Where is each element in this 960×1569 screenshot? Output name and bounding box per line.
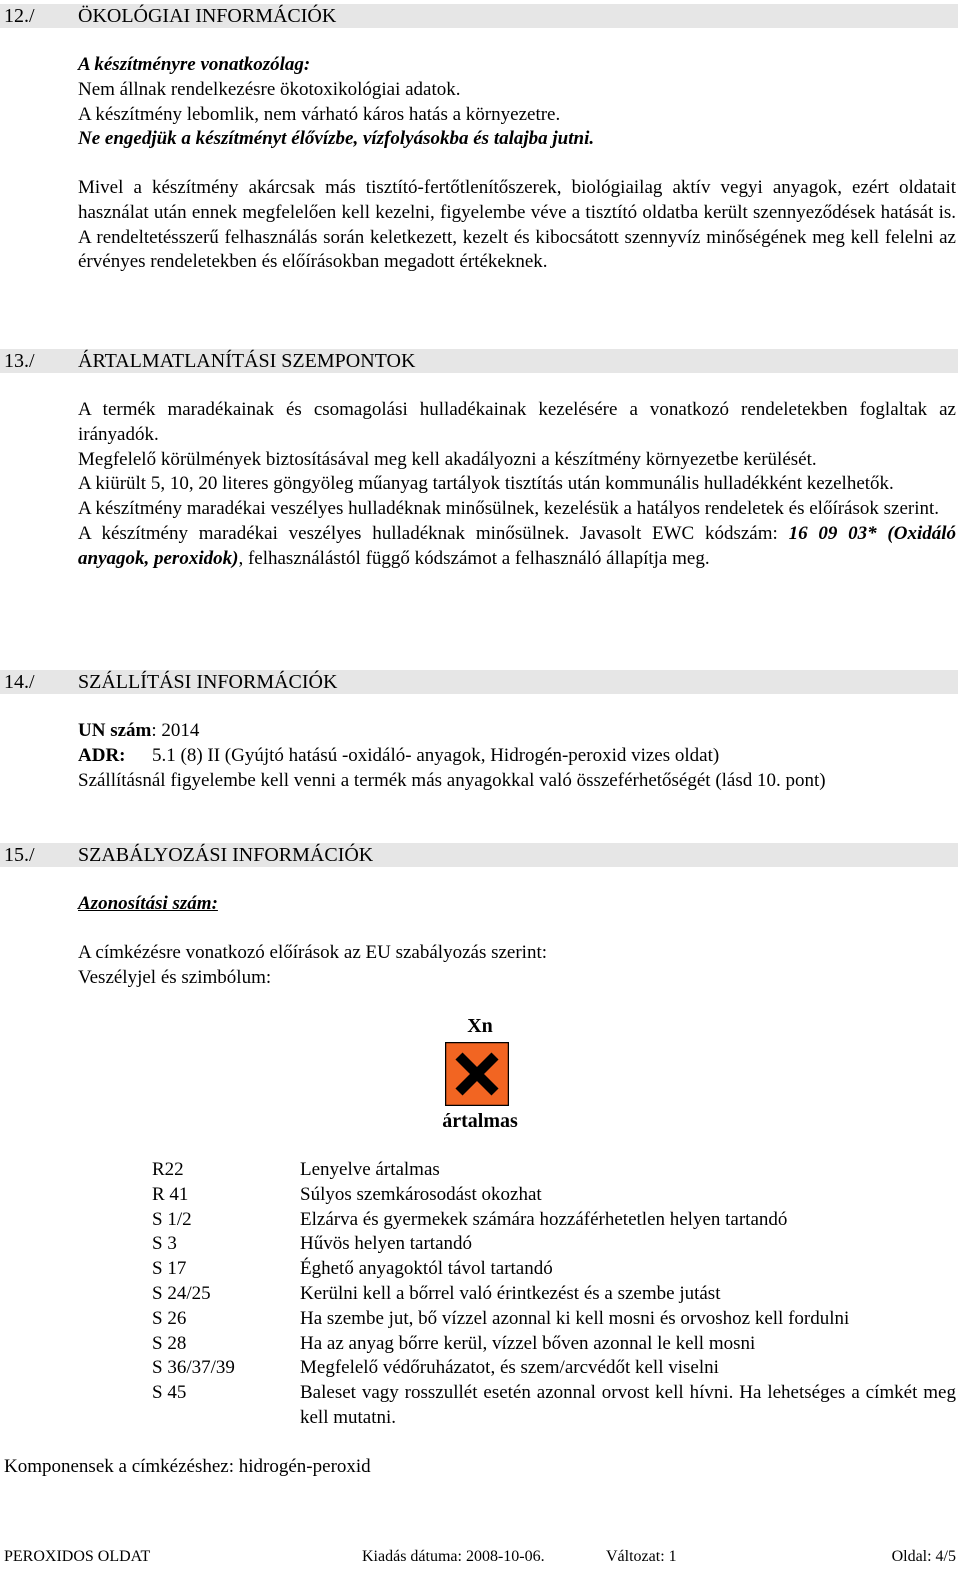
phrase-text: Kerülni kell a bőrrel való érintkezést és a szembe jutást (300, 1282, 721, 1304)
page-footer (0, 1546, 960, 1568)
section-13-body (78, 398, 956, 572)
paragraph: Megfelelő körülmények biztosításával meg kell akadályozni a készítmény környezetbe kerülését. (78, 448, 817, 470)
label-rules (78, 941, 956, 991)
footer-issue-date: Kiadás dátuma: 2008-10-06. (362, 1548, 545, 1565)
text-line: Ne engedjük a készítményt élővízbe, vízfolyásokba és talajba jutni. (78, 128, 595, 150)
phrase-code: S 28 (152, 1332, 187, 1354)
symbol-code: Xn (467, 1015, 493, 1037)
phrase-text: Ha az anyag bőrre kerül, vízzel bőven azonnal le kell mosni (300, 1332, 756, 1354)
phrase-code: S 3 (152, 1233, 177, 1255)
phrase-row (152, 1356, 956, 1381)
paragraph (78, 522, 956, 572)
phrase-code: S 45 (152, 1382, 187, 1404)
paragraph: A készítmény maradékai veszélyes hulladéknak minősülnek, kezelésük a hatályos rendeletek és előírások szerint. (78, 498, 940, 520)
phrase-code: S 36/37/39 (152, 1357, 235, 1379)
phrase-code: S 17 (152, 1258, 187, 1280)
section-14-body (78, 719, 956, 793)
risk-safety-phrases (152, 1158, 956, 1431)
un-value: : 2014 (151, 720, 200, 741)
section-13-header (0, 349, 958, 373)
text-line: Nem állnak rendelkezésre ökotoxikológiai adatok. (78, 78, 461, 100)
section-title: SZÁLLÍTÁSI INFORMÁCIÓK (78, 671, 338, 693)
transport-note: Szállításnál figyelembe kell venni a termék más anyagokkal való összeférhetőségét (lásd 10. pont) (78, 769, 826, 791)
phrase-code: R 41 (152, 1183, 189, 1205)
phrase-code: S 24/25 (152, 1282, 211, 1304)
phrase-row (152, 1332, 956, 1357)
adr-row (78, 744, 956, 769)
symbol-name: ártalmas (442, 1110, 518, 1132)
phrase-row (152, 1158, 956, 1183)
phrase-text: Baleset vagy rosszullét esetén azonnal orvost kell hívni. Ha lehetséges a címkét meg kell mutatni. (300, 1382, 956, 1428)
footer-version: Változat: 1 (606, 1548, 677, 1565)
phrase-row (152, 1183, 956, 1208)
adr-value: 5.1 (8) II (Gyújtó hatású -oxidáló- anyagok, Hidrogén-peroxid vizes oldat) (152, 744, 720, 766)
paragraph: A kiürült 5, 10, 20 literes göngyöleg műanyag tartályok tisztítás után kommunális hulladékként kezelhetők. (78, 473, 894, 495)
section-12-paragraph: Mivel a készítmény akárcsak más tisztító-fertőtlenítőszerek, biológiailag aktív vegyi anyagok, ezért oldatait használat után ennek megfelelően kell kezelni, figyelembe véve a tisztító oldatba került szennyeződések hatását is. A rendeltetésszerű felhasználás során keletkezett, kezelt és kibocsátott szennyvíz minőségének meg kell felelni az érvényes rendeletekben és előírásokban megadott értékeknek. (78, 177, 956, 273)
section-number: 13./ (4, 350, 35, 372)
phrase-text: Éghető anyagoktól távol tartandó (300, 1258, 553, 1280)
phrase-row (152, 1232, 956, 1257)
symbol-heading: Veszélyjel és szimbólum: (78, 966, 272, 988)
adr-label: ADR: (78, 744, 126, 766)
section-15-header (0, 843, 958, 867)
phrase-text: Súlyos szemkárosodást okozhat (300, 1183, 542, 1205)
phrase-text: Lenyelve ártalmas (300, 1159, 440, 1180)
paragraph-text: , felhasználástól függő kódszámot a felhasználó állapítja meg. (238, 547, 710, 569)
un-number-row (78, 719, 956, 744)
phrase-code: S 1/2 (152, 1208, 192, 1230)
phrase-code: R22 (152, 1159, 184, 1180)
phrase-text: Ha szembe jut, bő vízzel azonnal ki kell mosni és orvoshoz kell fordulni (300, 1307, 850, 1329)
un-label: UN szám (78, 720, 152, 741)
phrase-text: Hűvös helyen tartandó (300, 1233, 473, 1255)
phrase-row (152, 1257, 956, 1282)
label-rules-text: A címkézésre vonatkozó előírások az EU szabályozás szerint: (78, 942, 548, 963)
phrase-code: S 26 (152, 1307, 187, 1329)
phrase-text: Elzárva és gyermekek számára hozzáférhetetlen helyen tartandó (300, 1208, 788, 1230)
paragraph: A termék maradékainak és csomagolási hulladékainak kezelésére a vonatkozó rendeletekben foglaltak az irányadók. (78, 399, 956, 445)
section-12-header (0, 4, 958, 28)
section-number: 12./ (4, 5, 35, 27)
identification-label: Azonosítási szám: (78, 893, 218, 914)
phrase-text: Megfelelő védőruházatot, és szem/arcvédőt kell viselni (300, 1357, 719, 1379)
phrase-row (152, 1208, 956, 1233)
section-title: ÖKOLÓGIAI INFORMÁCIÓK (78, 5, 337, 27)
footer-product: PEROXIDOS OLDAT (4, 1548, 151, 1565)
paragraph-text: A készítmény maradékai veszélyes hulladéknak minősülnek. Javasolt EWC kódszám: (78, 522, 789, 544)
phrase-row (152, 1381, 956, 1431)
section-title: SZABÁLYOZÁSI INFORMÁCIÓK (78, 844, 374, 866)
components-line: Komponensek a címkézéshez: hidrogén-peroxid (4, 1456, 371, 1477)
id-label (78, 892, 956, 917)
section-number: 14./ (4, 671, 35, 693)
section-14-header (0, 670, 958, 694)
ewc-code: 16 09 03* (Oxidáló anyagok, peroxidok) (78, 522, 956, 569)
harmful-cross-icon (445, 1042, 509, 1106)
footer-page-number: Oldal: 4/5 (891, 1548, 956, 1565)
section-number: 15./ (4, 844, 35, 866)
phrase-row (152, 1307, 956, 1332)
text-line: A készítmény lebomlik, nem várható káros hatás a környezetre. (78, 103, 561, 125)
section-12-body (78, 53, 956, 152)
sub-heading: A készítményre vonatkozólag: (78, 54, 311, 75)
phrase-row (152, 1282, 956, 1307)
section-title: ÁRTALMATLANÍTÁSI SZEMPONTOK (78, 350, 416, 372)
